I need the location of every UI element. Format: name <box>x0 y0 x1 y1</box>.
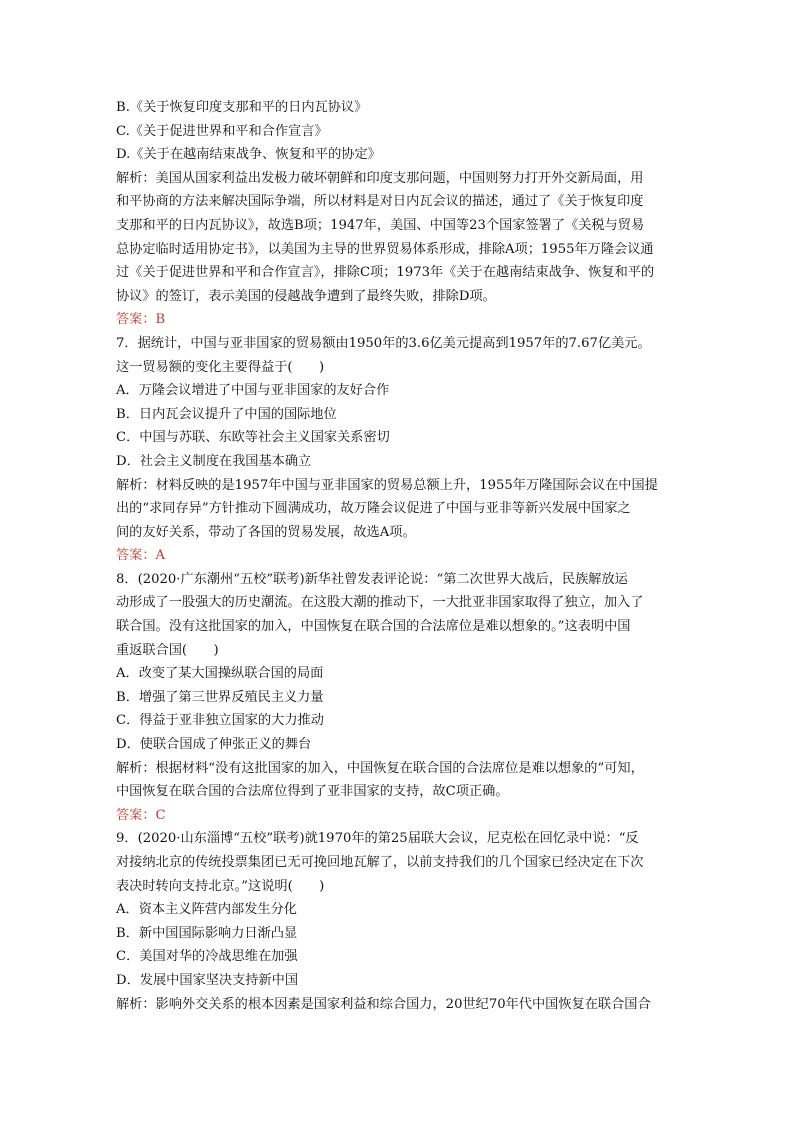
option-b: B.《关于恢复印度支那和平的日内瓦协议》 <box>116 100 368 115</box>
explanation-line: 解析：影响外交关系的根本因素是国家利益和综合国力，20世纪70年代中国恢复在联合国合 <box>116 996 651 1012</box>
explanation-line: 支那和平的日内瓦协议》，故选B项；1947年，美国、中国等23个国家签署了《关税与贸易 <box>116 217 645 233</box>
option-b: B．日内瓦会议提升了中国的国际地位 <box>116 406 337 422</box>
option-c: C.《关于促进世界和平和合作宣言》 <box>116 123 328 139</box>
question-7: 7．据统计，中国与亚非国家的贸易额由1950年的3.6亿美元提高到1957年的7.67亿美元。 <box>116 335 651 351</box>
question-8-cont: 联合国。没有这批国家的加入，中国恢复在联合国的合法席位是难以想象的。”这表明中国 <box>116 619 631 635</box>
answer-label: 答案：B <box>116 312 166 328</box>
explanation-line: 过《关于促进世界和平和合作宣言》，排除C项；1973年《关于在越南结束战争、恢复和平的 <box>116 265 655 281</box>
explanation-line: 解析：美国从国家利益出发极力破坏朝鲜和印度支那问题，中国则努力打开外交新局面，用 <box>116 170 644 186</box>
option-c: C．得益于亚非独立国家的大力推动 <box>116 713 324 729</box>
option-a: A．资本主义阵营内部发生分化 <box>116 902 297 918</box>
option-b: B．新中国国际影响力日渐凸显 <box>116 925 298 941</box>
option-c: C．中国与苏联、东欧等社会主义国家关系密切 <box>116 430 390 446</box>
explanation-line: 中国恢复在联合国的合法席位得到了亚非国家的支持，故C项正确。 <box>116 784 509 800</box>
explanation-line: 出的“求同存异”方针推动下圆满成功，故万隆会议促进了中国与亚非等新兴发展中国家之 <box>116 501 631 517</box>
option-a: A．万隆会议增进了中国与亚非国家的友好合作 <box>116 383 390 399</box>
question-9-cont: 对接纳北京的传统投票集团已无可挽回地瓦解了，以前支持我们的几个国家已经决定在下次 <box>116 855 644 870</box>
option-a: A．改变了某大国操纵联合国的局面 <box>116 666 324 682</box>
question-9-cont: 表决时转向支持北京。”这说明( ) <box>116 878 325 894</box>
explanation-line: 协议》的签订，表示美国的侵越战争遭到了最终失败，排除D项。 <box>116 288 496 304</box>
document-page <box>116 96 682 1016</box>
question-8-cont: 动形成了一股强大的历史潮流。在这股大潮的推动下，一大批亚非国家取得了独立，加入了 <box>116 595 644 611</box>
question-9: 9．(2020·山东淄博“五校”联考)就1970年的第25届联大会议，尼克松在回忆录中说：“反 <box>116 831 639 847</box>
option-c: C．美国对华的冷战思维在加强 <box>116 949 298 965</box>
question-8: 8．(2020·广东潮州“五校”联考)新华社曾发表评论说：“第二次世界大战后，民族解放运 <box>116 571 628 587</box>
answer-label: 答案：A <box>116 548 166 564</box>
option-d: D．使联合国成了伸张正义的舞台 <box>116 737 312 753</box>
question-7-cont: 这一贸易额的变化主要得益于( ) <box>116 359 325 375</box>
option-d: D.《关于在越南结束战争、恢复和平的协定》 <box>116 147 381 163</box>
option-d: D．社会主义制度在我国基本确立 <box>116 453 312 469</box>
explanation-line: 和平协商的方法来解决国际争端，所以材料是对日内瓦会议的描述，通过了《关于恢复印度 <box>116 194 644 210</box>
option-b: B．增强了第三世界反殖民主义力量 <box>116 689 324 705</box>
explanation-line: 总协定临时适用协定书》，以美国为主导的世界贸易体系形成，排除A项；1955年万隆会议通 <box>116 241 654 257</box>
explanation-line: 解析：根据材料“没有这批国家的加入，中国恢复在联合国的合法席位是难以想象的”可知， <box>116 760 644 776</box>
explanation-line: 解析：材料反映的是1957年中国与亚非国家的贸易总额上升，1955年万隆国际会议在中国提 <box>116 477 658 493</box>
explanation-line: 间的友好关系，带动了各国的贸易发展，故选A项。 <box>116 524 416 540</box>
option-d: D．发展中国家坚决支持新中国 <box>116 972 299 988</box>
question-8-cont: 重返联合国( ) <box>116 642 219 658</box>
answer-label: 答案：C <box>116 807 166 823</box>
